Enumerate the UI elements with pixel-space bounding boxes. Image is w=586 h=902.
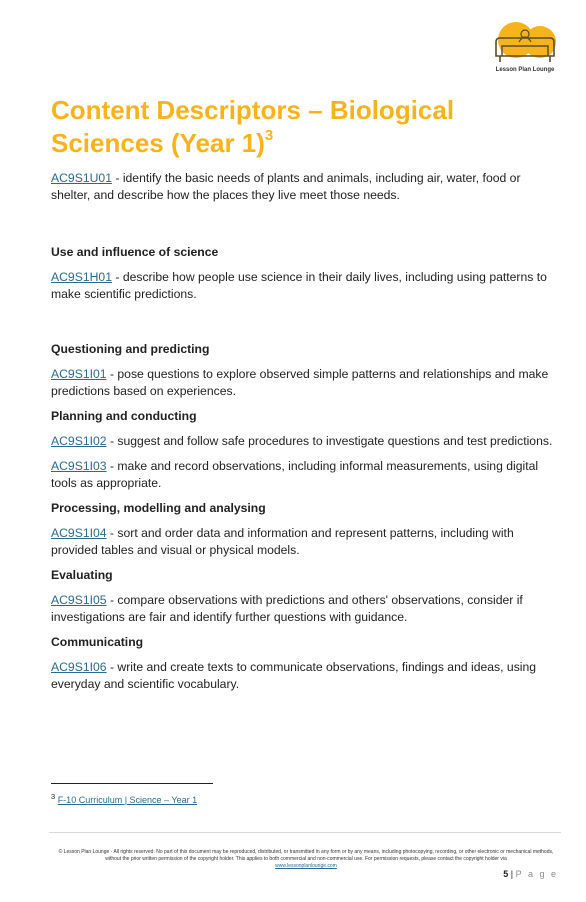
- sofa-icon: [490, 22, 560, 68]
- descriptor-ac9s1h01: [51, 269, 561, 303]
- footnote-divider: [51, 783, 213, 784]
- descriptor-content: [51, 170, 561, 693]
- descriptor-text: - make and record observations, including informal measurements, using digital tools as appropriate.: [51, 459, 539, 490]
- logo-text: Lesson Plan Lounge: [495, 67, 555, 73]
- section-heading-processing: Processing, modelling and analysing: [51, 501, 266, 515]
- descriptor-text: - sort and order data and information and represent patterns, including with provided tables and visual or physical models.: [51, 526, 514, 557]
- descriptor-ac9s1i01: [51, 366, 561, 400]
- code-link[interactable]: AC9S1H01: [51, 270, 112, 284]
- code-link[interactable]: AC9S1I01: [51, 367, 107, 381]
- code-link[interactable]: AC9S1I02: [51, 434, 107, 448]
- descriptor-ac9s1i06: [51, 659, 561, 693]
- footnote-link[interactable]: F-10 Curriculum | Science – Year 1: [57, 795, 198, 805]
- page-number: 5 | P a g e: [503, 869, 558, 879]
- descriptor-ac9s1i02: [51, 433, 561, 450]
- descriptor-text: - pose questions to explore observed simple patterns and relationships and make predictions based on experiences.: [51, 367, 549, 398]
- descriptor-ac9s1i05: [51, 592, 561, 626]
- page-title: [51, 94, 561, 160]
- descriptor-text: - describe how people use science in their daily lives, including using patterns to make scientific predictions.: [51, 270, 547, 301]
- descriptor-ac9s1i03: [51, 458, 561, 492]
- footnote-marker: 3: [51, 792, 56, 801]
- code-link[interactable]: AC9S1I05: [51, 593, 107, 607]
- website-link[interactable]: www.lessonplanlounge.com: [275, 863, 337, 869]
- page-word: P a g e: [515, 869, 558, 879]
- section-heading-evaluating: Evaluating: [51, 568, 113, 582]
- code-link[interactable]: AC9S1I03: [51, 459, 107, 473]
- descriptor-text: - write and create texts to communicate observations, findings and ideas, using everyday and scientific vocabulary.: [51, 660, 537, 691]
- code-link[interactable]: AC9S1U01: [51, 171, 112, 185]
- descriptor-ac9s1u01: [51, 170, 561, 204]
- section-heading-communicating: Communicating: [51, 635, 144, 649]
- footnote: [51, 792, 197, 805]
- title-text: Content Descriptors – Biological Sciences (Year 1): [51, 95, 455, 158]
- footer-divider: [49, 832, 561, 833]
- title-footnote-marker: 3: [264, 127, 274, 145]
- section-heading-planning: Planning and conducting: [51, 409, 197, 423]
- lesson-plan-lounge-logo: [490, 22, 560, 78]
- section-heading-questioning: Questioning and predicting: [51, 342, 210, 356]
- descriptor-ac9s1i04: [51, 525, 561, 559]
- code-link[interactable]: AC9S1I06: [51, 660, 107, 674]
- descriptor-text: - compare observations with predictions and others' observations, consider if investigations are fair and identify further questions with guidance.: [51, 593, 523, 624]
- copyright-notice: [51, 849, 561, 870]
- section-heading-use: Use and influence of science: [51, 245, 219, 259]
- descriptor-text: - identify the basic needs of plants and animals, including air, water, food or shelter, and describe how the places they live meet those needs.: [51, 171, 521, 202]
- code-link[interactable]: AC9S1I04: [51, 526, 107, 540]
- descriptor-text: - suggest and follow safe procedures to investigate questions and test predictions.: [106, 434, 553, 448]
- page-number-value: 5: [503, 869, 509, 879]
- copyright-text: © Lesson Plan Lounge - All rights reserved. No part of this document may be reproduced, distributed, or transmitted in any form or by any means, including photocopying, recording, or other electronic or mechanical methods, without the prior written permission of the copyright holder. This applies to both commercial and non-commercial use. For permission requests, please contact the copyright holder via: [58, 849, 554, 862]
